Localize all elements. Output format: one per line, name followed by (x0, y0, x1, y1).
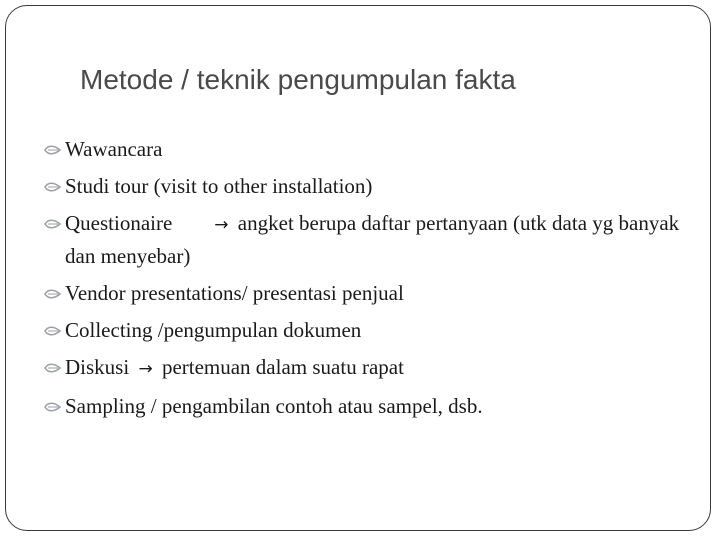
leaf-bullet-icon (44, 325, 62, 337)
leaf-bullet-icon (44, 218, 62, 230)
slide-title: Metode / teknik pengumpulan fakta (80, 64, 516, 95)
leaf-bullet-icon (44, 401, 62, 413)
bullet-term: Diskusi (65, 355, 130, 379)
leaf-bullet-icon (44, 362, 62, 374)
bullet-text: Studi tour (visit to other installation) (65, 174, 373, 198)
bullet-item-collecting (44, 315, 694, 346)
bullet-text: Wawancara (65, 137, 163, 161)
bullet-item-wawancara (44, 134, 694, 165)
bullet-item-questionaire (44, 208, 694, 272)
bullet-item-sampling (44, 391, 694, 422)
bullet-text: Collecting /pengumpulan dokumen (65, 318, 362, 342)
bullet-item-diskusi (44, 352, 694, 385)
leaf-bullet-icon (44, 181, 62, 193)
bullet-text: Vendor presentations/ presentasi penjual (65, 281, 404, 305)
leaf-bullet-icon (44, 144, 62, 156)
bullet-item-vendor (44, 278, 694, 309)
right-arrow-icon: → (214, 215, 229, 235)
bullet-text: Sampling / pengambilan contoh atau sampel, dsb. (65, 394, 483, 418)
bullet-definition: angket berupa daftar pertanyaan (utk data yg banyak dan menyebar) (65, 211, 680, 268)
bullet-item-studi-tour (44, 171, 694, 202)
right-arrow-icon: → (138, 359, 153, 379)
bullet-term: Questionaire (65, 211, 173, 235)
leaf-bullet-icon (44, 288, 62, 300)
bullet-definition: pertemuan dalam suatu rapat (161, 355, 404, 379)
bullet-list (44, 134, 694, 428)
